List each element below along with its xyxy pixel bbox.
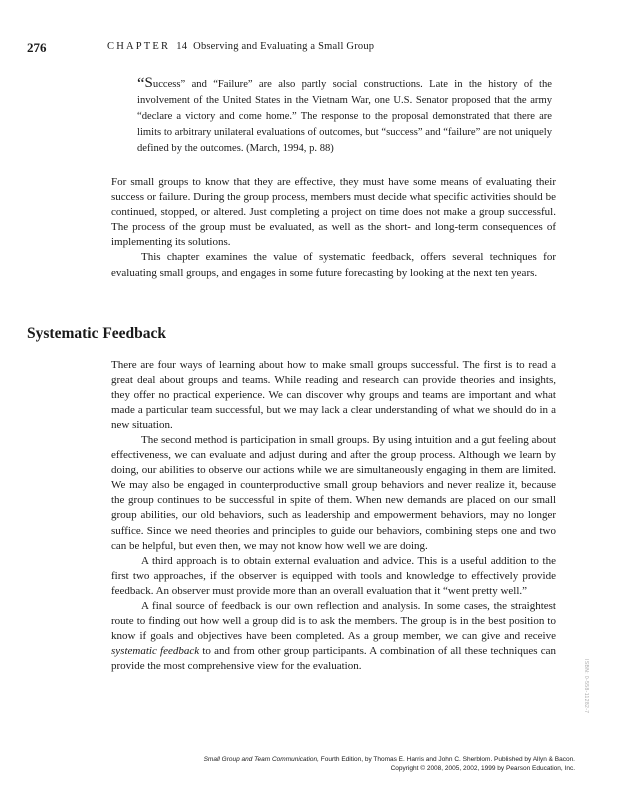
footer-book-title: Small Group and Team Communication, <box>203 756 319 763</box>
section-heading: Systematic Feedback <box>27 325 167 342</box>
footer-publication-info: Fourth Edition, by Thomas E. Harris and John C. Sherblom. Published by Allyn & Bacon. <box>318 756 575 763</box>
section-paragraph: A third approach is to obtain external evaluation and advice. This is a useful addition to the first two approaches, if the observer is equipped with tools and knowledge to effectively provide feedback. An observer must provide more than an overall evaluation that it “went pretty well.” <box>111 554 556 597</box>
paragraph-text: A final source of feedback is our own reflection and analysis. In some cases, the straightest route to finding out how well a group did is to ask the members. The group is in the best position to know if goals and objectives have been completed. As a group member, we can give and receive <box>111 599 556 642</box>
epigraph-quote <box>137 76 552 157</box>
section-body <box>111 358 556 674</box>
section-paragraph <box>111 599 556 674</box>
quote-open-mark: “ <box>137 74 145 93</box>
section-paragraph: The second method is participation in small groups. By using intuition and a gut feeling about effectiveness, we can evaluate and adjust during and after the group process. Although we learn by doing, our abilities to observe our actions while we are simultaneously engaging in them are limited. We may also be engaged in counterproductive small group behaviors and never realize it, because the group continues to be successful in spite of them. When new demands are placed on our small group abilities, our old behaviors, such as leadership and empowerment behaviors, may no longer suffice. Since we need theories and principles to guide our behaviors, combining steps one and two can be helpful, but even then, we may not know how well we are doing. <box>111 434 556 552</box>
quote-drop-letter: S <box>144 75 153 91</box>
chapter-heading <box>107 41 374 52</box>
intro-paragraph: This chapter examines the value of systematic feedback, offers several techniques for evaluating small groups, and engages in some future forecasting by looking at the next ten years. <box>111 251 556 279</box>
emphasized-term: systematic feedback <box>111 644 200 657</box>
isbn-text: ISBN: 0-558-11282-7 <box>583 659 589 714</box>
chapter-title: Observing and Evaluating a Small Group <box>193 41 375 52</box>
isbn-margin-note <box>578 659 589 734</box>
copyright-footer <box>15 756 575 773</box>
paragraph-text: to and from other group participants. A combination of all these techniques can provide the most comprehensive view for the evaluation. <box>111 644 557 672</box>
intro-paragraph: For small groups to know that they are effective, they must have some means of evaluating their success or failure. During the group process, members must decide what specific activities should be continued, stopped, or altered. Just completing a project on time does not make a group successful. The process of the group must be evaluated, as well as the short- and long-term consequences of implementing its solutions. <box>111 176 556 249</box>
quote-text: uccess” and “Failure” are also partly social constructions. Late in the history of the involvement of the United States in the Vietnam War, one U.S. Senator proposed that the army “declare a victory and come home.” The response to the proposal demonstrated that there are limits to arbitrary unilateral evaluations of outcomes, but “success” and “failure” are not uniquely defined by the outcomes. (March, 1994, p. 88) <box>137 79 552 154</box>
footer-line-2: Copyright © 2008, 2005, 2002, 1999 by Pearson Education, Inc. <box>390 764 575 772</box>
running-header <box>27 40 577 56</box>
page-number: 276 <box>27 40 47 55</box>
footer-line-1 <box>15 756 575 765</box>
chapter-number: 14 <box>176 41 188 52</box>
chapter-label: CHAPTER <box>107 41 171 52</box>
intro-text <box>111 175 556 281</box>
section-paragraph: There are four ways of learning about how to make small groups successful. The first is to read a great deal about groups and teams. While reading and research can provide theories and insights, they offer no practical experience. We can discover why groups and teams are important and what made a particular team successful, but we may lack a clear understanding of what we should do in a new situation. <box>111 359 556 432</box>
